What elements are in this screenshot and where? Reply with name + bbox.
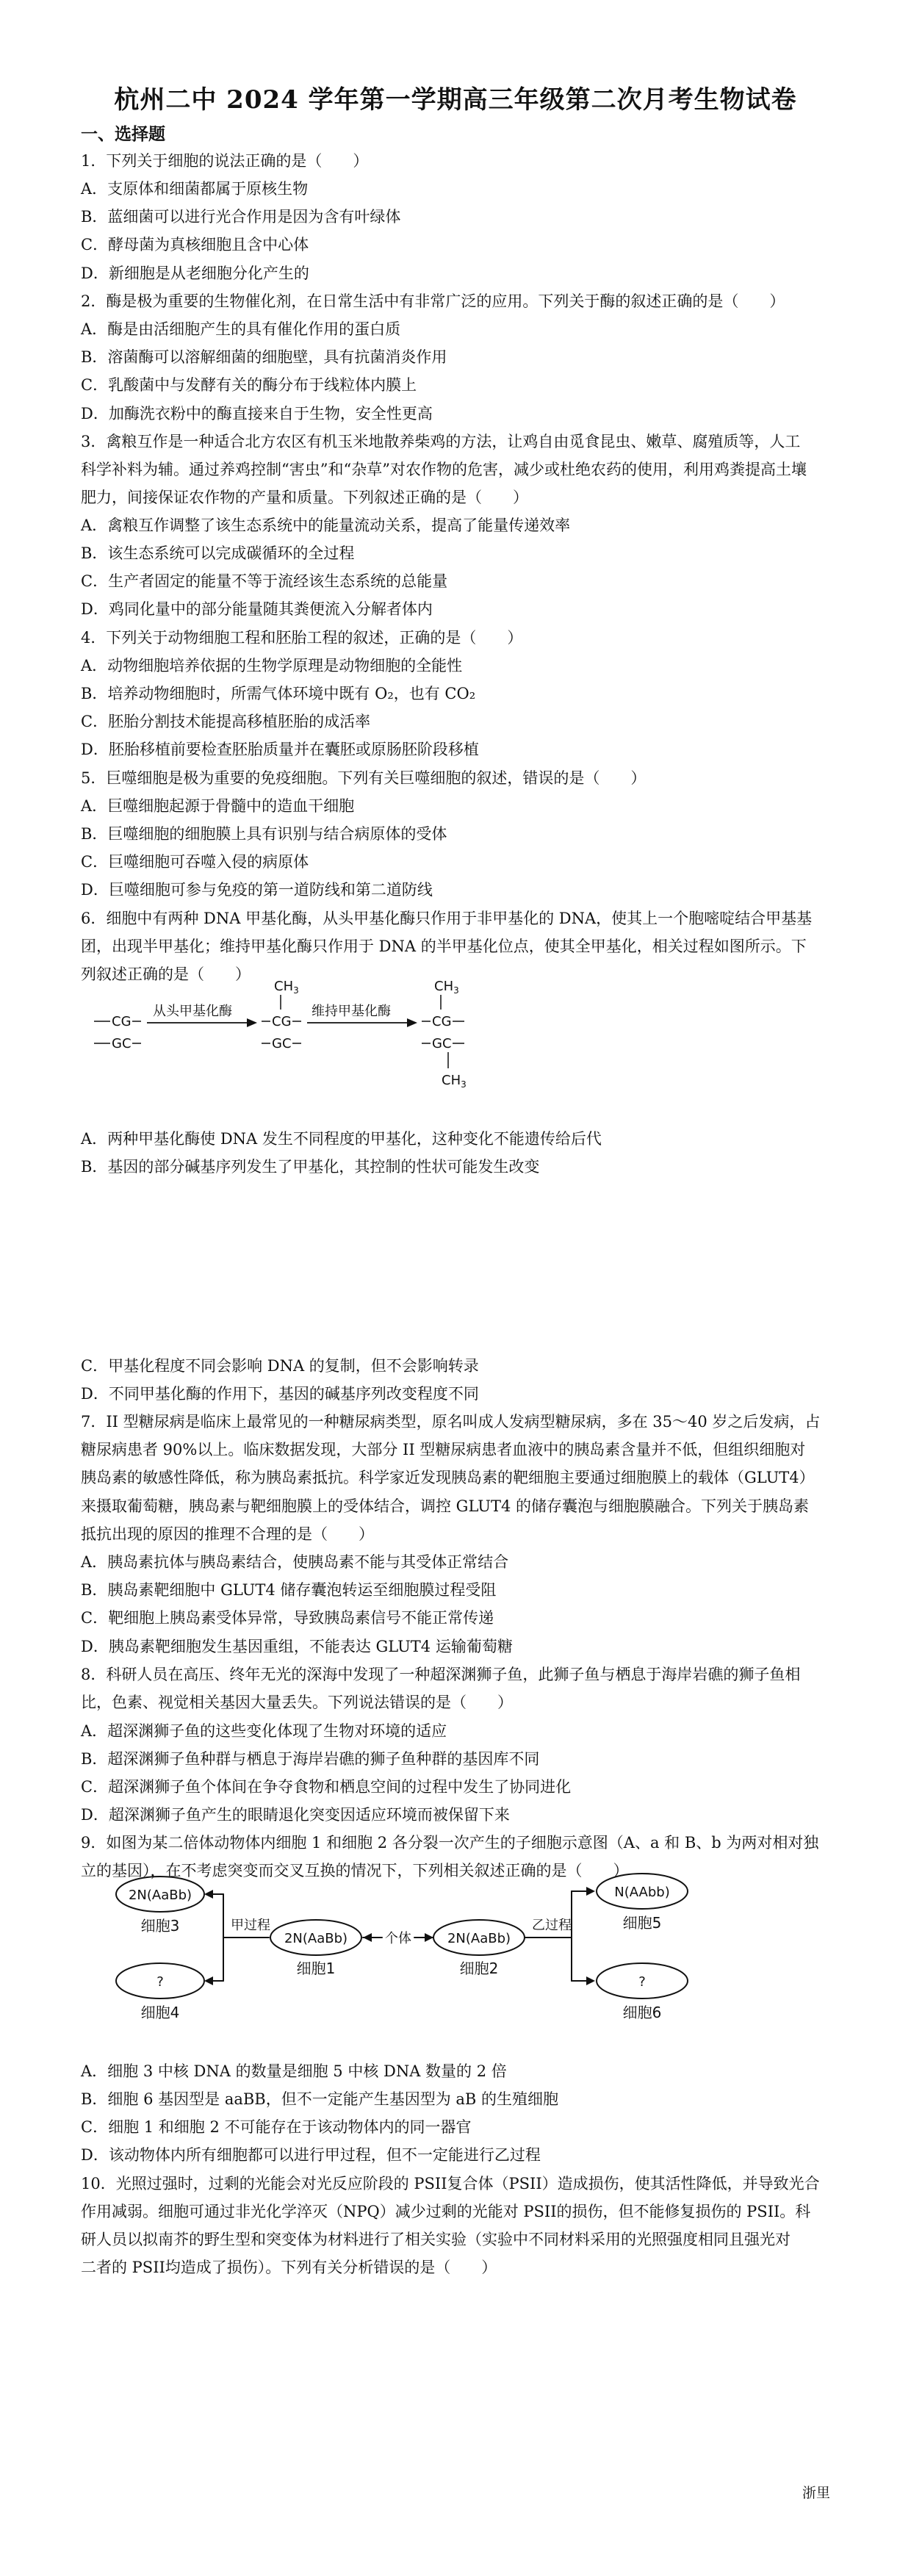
- text-line: 肥力，间接保证农作物的产量和质量。下列叙述正确的是（ ）: [81, 489, 528, 506]
- text-line: C．细胞 1 和细胞 2 不可能存在于该动物体内的同一器官: [81, 2118, 472, 2136]
- pair-top-3: CG: [432, 1014, 452, 1029]
- pair-bottom-2: GC: [272, 1036, 292, 1051]
- text-line: D．胚胎移植前要检查胚胎质量并在囊胚或原肠胚阶段移植: [81, 741, 479, 758]
- text-line: 立的基因），在不考虑突变而交叉互换的情况下，下列相关叙述正确的是（ ）: [81, 1862, 629, 1879]
- text-line: D．鸡同化量中的部分能量随其粪便流入分解者体内: [81, 600, 433, 618]
- process-b-label: 乙过程: [532, 1918, 572, 1933]
- cell-5-genotype: N(AAbb): [614, 1885, 670, 1900]
- text-line: C．乳酸菌中与发酵有关的酶分布于线粒体内膜上: [81, 376, 417, 394]
- cell-3-label: 细胞3: [140, 1917, 180, 1935]
- text-line: A．支原体和细菌都属于原核生物: [81, 180, 309, 198]
- text-line: 糖尿病患者 90%以上。临床数据发现，大部分 II 型糖尿病患者血液中的胰岛素含量并不低，但组织细胞对: [81, 1441, 806, 1458]
- text-line: A．禽粮互作调整了该生态系统中的能量流动关系，提高了能量传递效率: [81, 517, 571, 534]
- page-footer: 浙里: [802, 2485, 830, 2501]
- page-title: 杭州二中 2024 学年第一学期高三年级第二次月考生物试卷: [114, 85, 797, 115]
- cell-4-label: 细胞4: [140, 2004, 180, 2021]
- text-line: D．巨噬细胞可参与免疫的第一道防线和第二道防线: [81, 881, 433, 899]
- text-line: C．酵母菌为真核细胞且含中心体: [81, 236, 309, 253]
- text-line: A．细胞 3 中核 DNA 的数量是细胞 5 中核 DNA 数量的 2 倍: [81, 2062, 507, 2080]
- cell-2-label: 细胞2: [459, 1960, 499, 1977]
- cell-division-figure: [109, 1865, 755, 2034]
- text-line: 胰岛素的敏感性降低，称为胰岛素抵抗。科学家近发现胰岛素的靶细胞主要通过细胞膜上的载体（GLUT4）: [81, 1469, 815, 1486]
- cell-6-genotype: ?: [638, 1974, 646, 1990]
- text-line: 研人员以拟南芥的野生型和突变体为材料进行了相关实验（实验中不同材料采用的光照强度相同且强光对: [81, 2231, 791, 2248]
- enzyme-1-label: 从头甲基化酶: [153, 1004, 232, 1019]
- text-line: A．胰岛素抗体与胰岛素结合，使胰岛素不能与其受体正常结合: [81, 1553, 509, 1571]
- text-line: B．超深渊狮子鱼种群与栖息于海岸岩礁的狮子鱼种群的基因库不同: [81, 1750, 540, 1768]
- text-line: 10．光照过强时，过剩的光能会对光反应阶段的 PSII复合体（PSII）造成损伤，使其活性降低，并导致光合: [81, 2175, 820, 2192]
- process-a-label: 甲过程: [231, 1918, 270, 1933]
- cell-6-label: 细胞6: [622, 2004, 662, 2021]
- cell-5-label: 细胞5: [622, 1914, 662, 1932]
- text-line: 抵抗出现的原因的推理不合理的是（ ）: [81, 1525, 374, 1543]
- text-line: C．靶细胞上胰岛素受体异常，导致胰岛素信号不能正常传递: [81, 1609, 494, 1627]
- text-line: A．超深渊狮子鱼的这些变化体现了生物对环境的适应: [81, 1722, 447, 1740]
- text-line: D．加酶洗衣粉中的酶直接来自于生物，安全性更高: [81, 405, 433, 422]
- cell-3-genotype: 2N(AaBb): [128, 1888, 192, 1903]
- text-line: 5．巨噬细胞是极为重要的免疫细胞。下列有关巨噬细胞的叙述，错误的是（ ）: [81, 769, 647, 787]
- text-line: B．该生态系统可以完成碳循环的全过程: [81, 544, 355, 562]
- text-line: D．胰岛素靶细胞发生基因重组，不能表达 GLUT4 运输葡萄糖: [81, 1638, 513, 1655]
- text-line: C．巨噬细胞可吞噬入侵的病原体: [81, 853, 309, 871]
- text-line: B．培养动物细胞时，所需气体环境中既有 O₂，也有 CO₂: [81, 685, 476, 702]
- text-line: 9．如图为某二倍体动物体内细胞 1 和细胞 2 各分裂一次产生的子细胞示意图（A、a 和 B、b 为两对相对独: [81, 1834, 819, 1852]
- methylation-figure: [94, 977, 564, 1109]
- cell-1-genotype: 2N(AaBb): [284, 1931, 348, 1946]
- text-line: D．超深渊狮子鱼产生的眼睛退化突变因适应环境而被保留下来: [81, 1806, 510, 1824]
- text-line: 科学补料为辅。通过养鸡控制“害虫”和“杂草”对农作物的危害，减少或杜绝农药的使用，利用鸡粪提高土壤: [81, 461, 807, 478]
- pair-top-1: CG: [112, 1014, 132, 1029]
- text-line: 7．II 型糖尿病是临床上最常见的一种糖尿病类型，原名叫成人发病型糖尿病，多在 35～40 岁之后发病，占: [81, 1413, 821, 1431]
- text-line: 1．下列关于细胞的说法正确的是（ ）: [81, 152, 369, 170]
- text-line: C．甲基化程度不同会影响 DNA 的复制，但不会影响转录: [81, 1357, 479, 1375]
- text-line: D．该动物体内所有细胞都可以进行甲过程，但不一定能进行乙过程: [81, 2146, 541, 2164]
- pair-bottom-3: GC: [432, 1036, 452, 1051]
- pair-bottom-1: GC: [112, 1036, 132, 1051]
- text-line: 6．细胞中有两种 DNA 甲基化酶，从头甲基化酶只作用于非甲基化的 DNA，使其上一个胞嘧啶结合甲基基: [81, 910, 813, 927]
- text-line: 8．科研人员在高压、终年无光的深海中发现了一种超深渊狮子鱼，此狮子鱼与栖息于海岸岩礁的狮子鱼相: [81, 1666, 801, 1683]
- individual-label: 个体: [385, 1931, 411, 1946]
- pair-top-2: CG: [272, 1014, 292, 1029]
- text-line: 列叙述正确的是（ ）: [81, 965, 251, 983]
- section-heading: 一、选择题: [81, 124, 165, 144]
- text-line: A．酶是由活细胞产生的具有催化作用的蛋白质: [81, 320, 401, 338]
- text-line: B．溶菌酶可以溶解细菌的细胞壁，具有抗菌消炎作用: [81, 348, 447, 366]
- text-line: A．两种甲基化酶使 DNA 发生不同程度的甲基化，这种变化不能遗传给后代: [81, 1130, 602, 1148]
- cell-1-label: 细胞1: [296, 1960, 336, 1977]
- text-line: B．胰岛素靶细胞中 GLUT4 储存囊泡转运至细胞膜过程受阻: [81, 1581, 497, 1599]
- methyl-bottom-3: $CH_3$: [442, 1073, 467, 1090]
- text-line: A．巨噬细胞起源于骨髓中的造血干细胞: [81, 797, 355, 815]
- text-line: C．生产者固定的能量不等于流经该生态系统的总能量: [81, 572, 448, 590]
- text-line: B．巨噬细胞的细胞膜上具有识别与结合病原体的受体: [81, 825, 447, 843]
- text-line: C．胚胎分割技术能提高移植胚胎的成活率: [81, 713, 371, 730]
- text-line: B．基因的部分碱基序列发生了甲基化，其控制的性状可能发生改变: [81, 1158, 540, 1176]
- cell-4-genotype: ?: [156, 1974, 164, 1990]
- text-line: B．细胞 6 基因型是 aaBB，但不一定能产生基因型为 aB 的生殖细胞: [81, 2090, 559, 2108]
- text-line: B．蓝细菌可以进行光合作用是因为含有叶绿体: [81, 208, 401, 226]
- text-line: A．动物细胞培养依据的生物学原理是动物细胞的全能性: [81, 657, 463, 674]
- text-line: C．超深渊狮子鱼个体间在争夺食物和栖息空间的过程中发生了协同进化: [81, 1778, 572, 1796]
- text-line: 4．下列关于动物细胞工程和胚胎工程的叙述，正确的是（ ）: [81, 629, 523, 647]
- text-line: 二者的 PSII均造成了损伤）。下列有关分析错误的是（ ）: [81, 2259, 497, 2276]
- text-line: 作用减弱。细胞可通过非光化学淬灭（NPQ）减少过剩的光能对 PSII的损伤，但不能修复损伤的 PSII。科: [81, 2203, 811, 2220]
- methyl-top-2: $CH_3$: [274, 979, 299, 996]
- text-line: 团，出现半甲基化；维持甲基化酶只作用于 DNA 的半甲基化位点，使其全甲基化，相关过程如图所示。下: [81, 938, 807, 955]
- methyl-top-3: $CH_3$: [434, 979, 459, 996]
- text-line: 来摄取葡萄糖，胰岛素与靶细胞膜上的受体结合，调控 GLUT4 的储存囊泡与细胞膜融合。下列关于胰岛素: [81, 1497, 809, 1515]
- text-line: 比，色素、视觉相关基因大量丢失。下列说法错误的是（ ）: [81, 1694, 513, 1711]
- enzyme-2-label: 维持甲基化酶: [312, 1004, 391, 1019]
- text-line: 3．禽粮互作是一种适合北方农区有机玉米地散养柴鸡的方法，让鸡自由觅食昆虫、嫩草、腐殖质等，人工: [81, 433, 801, 450]
- text-line: 2．酶是极为重要的生物催化剂，在日常生活中有非常广泛的应用。下列关于酶的叙述正确的是（ ）: [81, 292, 785, 310]
- text-line: D．不同甲基化酶的作用下，基因的碱基序列改变程度不同: [81, 1385, 479, 1403]
- text-line: D．新细胞是从老细胞分化产生的: [81, 265, 309, 282]
- cell-2-genotype: 2N(AaBb): [447, 1931, 511, 1946]
